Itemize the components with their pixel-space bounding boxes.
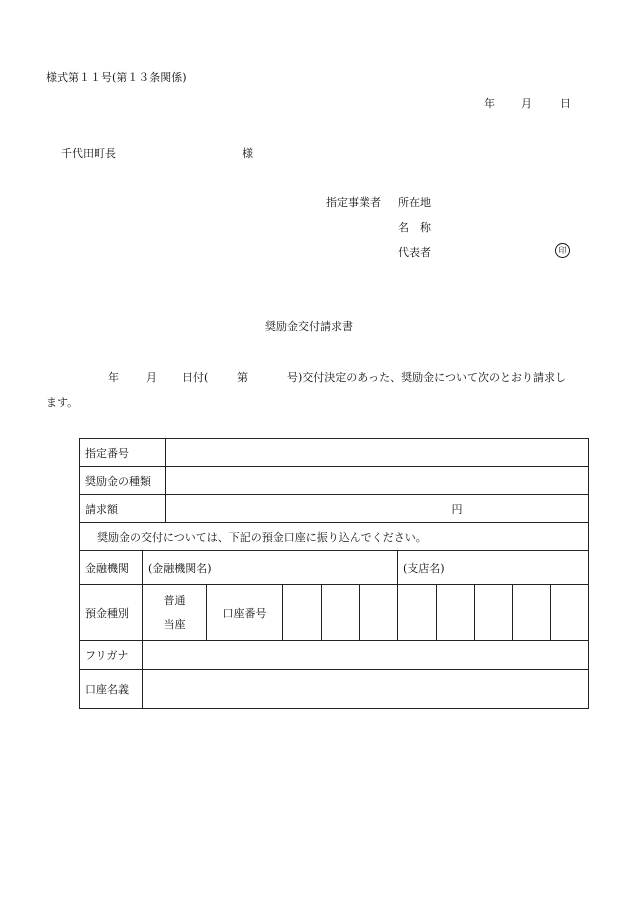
table-row [80,523,589,551]
table-row [80,641,589,670]
body-year: 年 [108,371,119,384]
payment-note: 奨励金の交付については、下記の預金口座に振り込んでください。 [80,523,589,551]
body-dated: 日付( [182,371,209,384]
branch-name-field[interactable] [398,551,589,585]
date-month: 月 [521,97,532,110]
date-day: 日 [560,97,571,110]
deposit-type-options[interactable] [143,585,207,641]
account-digit-4[interactable] [398,585,437,641]
institution-name-label: (金融機関名) [148,561,212,575]
table-row [80,467,589,495]
body-no: 第 [237,371,248,384]
body-continuation: ます。 [46,396,79,409]
account-digit-2[interactable] [322,585,360,641]
table-row [80,439,589,467]
account-digit-6[interactable] [475,585,513,641]
table-row [80,670,589,709]
institution-name-field[interactable] [143,551,398,585]
applicant-name-label: 名 称 [398,221,431,234]
incentive-type-label: 奨励金の種類 [80,467,166,495]
body-month: 月 [146,371,157,384]
furigana-field[interactable] [143,641,589,670]
claim-amount-field[interactable] [166,495,589,523]
deposit-type-label: 預金種別 [80,585,143,641]
document-title: 奨励金交付請求書 [265,320,353,333]
date-year: 年 [484,97,495,110]
applicant-address-label: 所在地 [398,196,431,209]
account-digit-8[interactable] [551,585,589,641]
financial-institution-label: 金融機関 [80,551,143,585]
deposit-ordinary-option[interactable]: 普通 [163,593,186,607]
designation-number-field[interactable] [166,439,589,467]
account-number-label: 口座番号 [207,585,283,641]
account-digit-3[interactable] [360,585,398,641]
account-digit-7[interactable] [513,585,551,641]
account-digit-5[interactable] [437,585,475,641]
addressee-honorific: 様 [242,147,253,160]
addressee-name: 千代田町長 [61,147,116,160]
account-holder-field[interactable] [143,670,589,709]
furigana-label: フリガナ [80,641,143,670]
incentive-type-field[interactable] [166,467,589,495]
yen-label: 円 [451,502,463,516]
table-row [80,495,589,523]
form-number: 様式第１１号(第１３条関係) [46,71,187,84]
applicant-role: 指定事業者 [326,196,381,209]
account-digit-1[interactable] [283,585,322,641]
seal-mark: 印 [555,243,570,258]
table-row [80,585,589,641]
designation-number-label: 指定番号 [80,439,166,467]
body-text: 号)交付決定のあった、奨励金について次のとおり請求し [287,371,566,384]
request-table [79,438,589,709]
claim-amount-label: 請求額 [80,495,166,523]
account-holder-label: 口座名義 [80,670,143,709]
applicant-representative-label: 代表者 [398,246,431,259]
branch-name-label: (支店名) [403,561,445,575]
table-row [80,551,589,585]
deposit-current-option[interactable]: 当座 [163,617,186,631]
